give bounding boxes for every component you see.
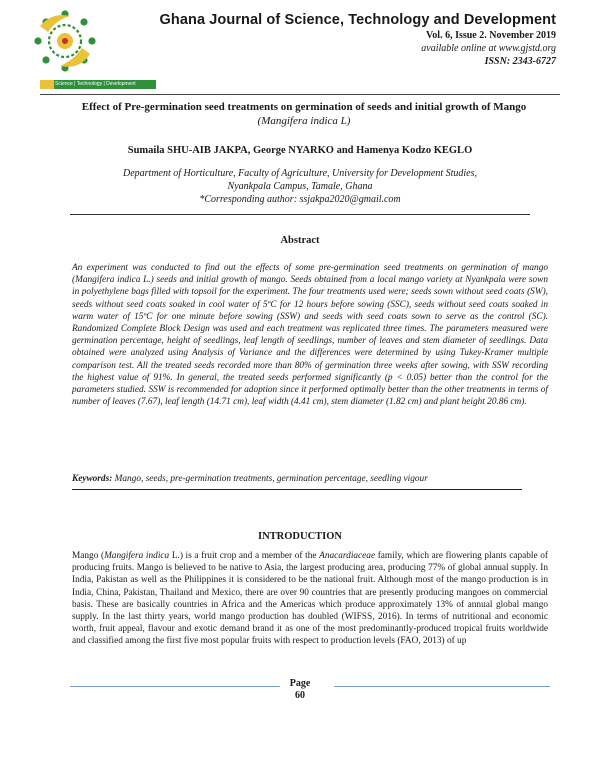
- journal-url-link[interactable]: www.gjstd.org: [498, 43, 556, 54]
- issn: ISSN: 2343-6727: [484, 56, 556, 67]
- introduction-paragraph: [72, 550, 548, 648]
- keywords-label: Keywords:: [72, 474, 113, 484]
- logo-mark: [40, 80, 54, 89]
- logo-banner: [40, 80, 156, 89]
- authors: Sumaila SHU-AIB JAKPA, George NYARKO and Hamenya Kodzo KEGLO: [127, 145, 473, 156]
- intro-text-b: L.) is a fruit crop and a member of the: [169, 551, 320, 561]
- abstract-text: An experiment was conducted to find out the effects of some pre-germination seed treatments on germination of mango (Mangifera indica L.) seeds and initial growth of mango. Seeds obtained from a local mango variety at Nyankpala were sown in polyethylene bags filled with topsoil for the experiment. The four treatments used were; seeds sown without seed coats (SW), seeds without seed coats soaked in cool water of 5ºC for 12 hours before sowing (SSC), seeds without seed coats soaked in warm water of 15ºC for one minute before sowing (SSW) and seeds with seed coats sown to serve as the control (SC). Randomized Complete Block Design was used and each treatment was replicated three times. The parameters measured were germination percentage, height of seedlings, leaf length of seedlings, number of leaves and stem diameter of seedlings. Data obtained were analyzed using Analysis of Variance and the differences were determined by using Tukey-Kramer multiple comparison test. All the treated seeds recorded more than 80% of germination three weeks after sowing, with SSW recording the highest value of 91%. In general, the treated seeds performed significantly (p < 0.05) better than the control for the parameters studied. SSW is recommended for adoption since it performed optimally better than the other treatments in terms of number of leaves (7.67), leaf length (14.71 cm), leaf width (4.41 cm), stem diameter (1.82 cm) and plant height 20.86 cm).: [72, 263, 548, 408]
- affiliation-line-2: Nyankpala Campus, Tamale, Ghana: [227, 181, 373, 192]
- keywords-rule: [72, 489, 522, 490]
- keywords: [72, 474, 428, 484]
- page-label: Page: [289, 678, 311, 689]
- online-info: [159, 42, 556, 55]
- intro-scientific-name: Mangifera indica: [104, 551, 170, 561]
- introduction-heading: INTRODUCTION: [257, 531, 342, 542]
- keywords-text: Mango, seeds, pre-germination treatments, germination percentage, seedling vigour: [114, 474, 428, 484]
- intro-text-a: Mango (: [72, 551, 105, 561]
- affiliation-line-1: Department of Horticulture, Faculty of Agriculture, University for Development Studies,: [122, 168, 477, 179]
- affiliation-rule: [70, 214, 530, 215]
- journal-title: Ghana Journal of Science, Technology and Development: [159, 12, 556, 28]
- abstract-heading: Abstract: [280, 235, 320, 246]
- article-title: [58, 100, 550, 128]
- page-number: [0, 678, 600, 702]
- intro-text-c: family, which are flowering plants capable of producing fruits. Mango is believed to be native to Asia, the largest producing area, producing 77% of global annual supply. In India, Pakistan as well as the Philippines it is considered to be the national fruit. Although most of the mango production is in India, China, Pakistan, Thailand and Mexico, there are over 90 countries that are presently producing mangoes on commercial basis. These are basically countries in Africa and the Americas which produce approximately 13% of annual global mango supply. In the last thirty years, world mango production has doubled (WIFSS, 2016). In terms of nutritional and economic worth, fruit appeal, flavour and exotic demand brand it as one of the most predominantly-produced tropical fruits worldwide and classified among the first five most popular fruits with respect to production levels (FAO, 2013) of up: [72, 551, 548, 647]
- article-title-scientific-name: (Mangifera indica L): [257, 115, 351, 127]
- affiliation: [60, 167, 540, 206]
- journal-header: [159, 12, 556, 68]
- intro-family-name: Anacardiaceae: [319, 551, 376, 561]
- corresponding-author: *Corresponding author: ssjakpa2020@gmail.com: [199, 194, 401, 205]
- volume-info: Vol. 6, Issue 2. November 2019: [425, 30, 556, 41]
- article-title-text: Effect of Pre-germination seed treatments on germination of seeds and initial growth of Mango: [81, 101, 527, 113]
- page-number-value: 60: [295, 690, 305, 701]
- online-prefix: available online at: [421, 43, 499, 54]
- header-rule: [40, 94, 560, 95]
- logo-banner-text: Science | Technology | Development: [55, 81, 136, 87]
- journal-logo: [30, 6, 100, 76]
